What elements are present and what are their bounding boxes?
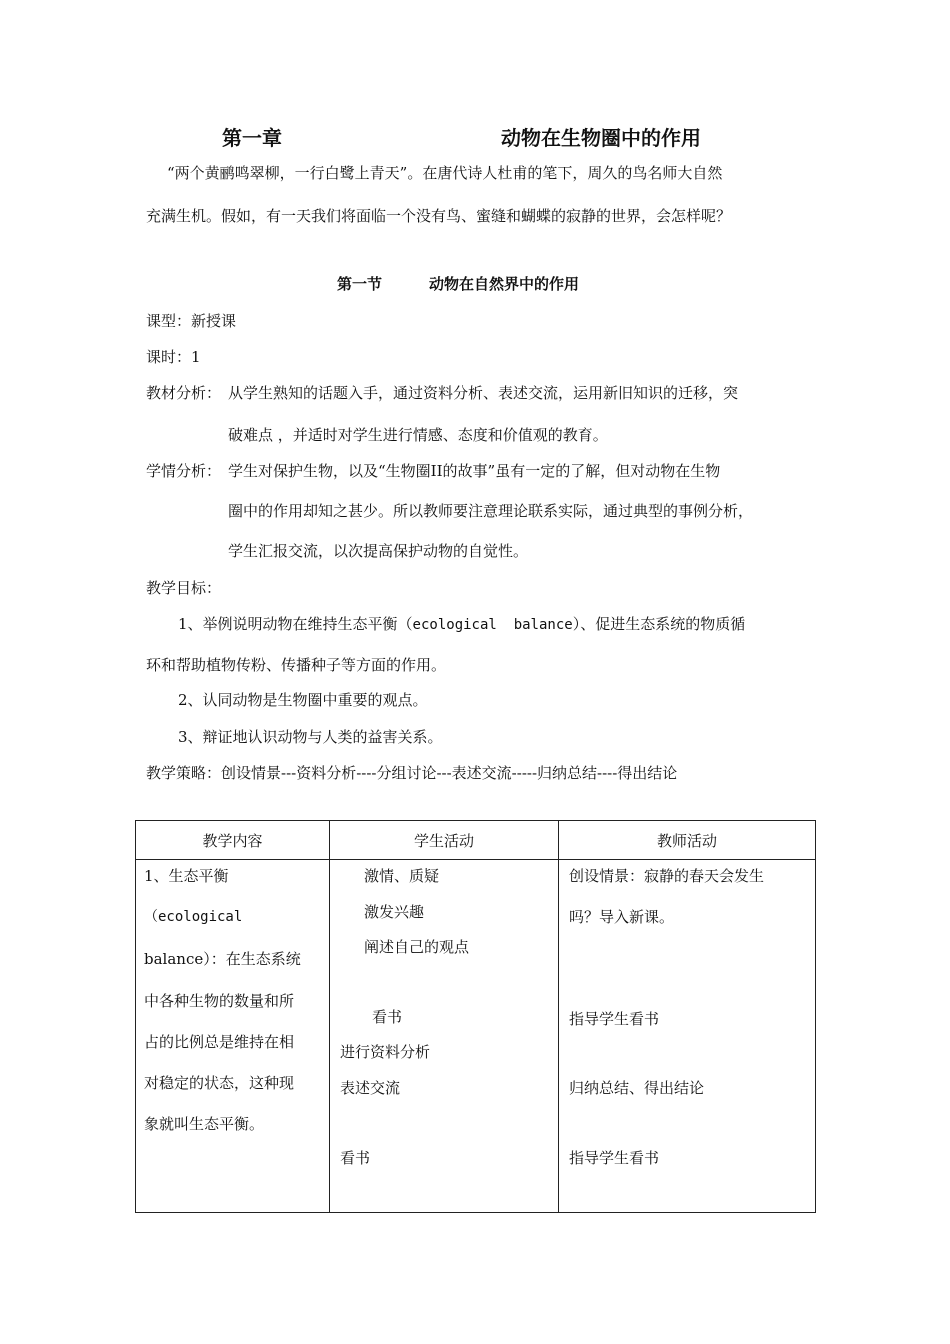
learner-label: 学情分析： — [146, 462, 222, 480]
header-content: 教学内容 — [136, 821, 330, 860]
intro-line-2: 充满生机。假如，有一天我们将面临一个没有鸟、蜜缝和蝴蝶的寂静的世界，会怎样呢？ — [146, 207, 732, 225]
learner-line-2: 圈中的作用却知之甚少。所以教师要注意理论联系实际，通过典型的事例分析， — [228, 502, 754, 520]
content-line-7: 象就叫生态平衡。 — [144, 1115, 265, 1133]
teacher-activity-4: 归纳总结、得出结论 — [569, 1079, 705, 1097]
section-number: 第一节 — [337, 275, 383, 293]
student-activity-3: 阐述自己的观点 — [364, 938, 470, 956]
goals-heading: 教学目标： — [146, 579, 222, 597]
content-line-2: （ecological — [144, 909, 243, 925]
learner-line-1: 学生对保护生物，以及“生物圈II的故事”虽有一定的了解，但对动物在生物 — [228, 462, 721, 480]
student-activity-4: 看书 — [372, 1008, 403, 1026]
goal-1-term: ecological balance — [412, 617, 573, 633]
goal-1-prefix: 1、举例说明动物在维持生态平衡（ — [178, 615, 413, 633]
student-activity-7: 看书 — [340, 1149, 371, 1167]
class-hours: 课时：1 — [146, 348, 201, 366]
material-label: 教材分析： — [146, 384, 222, 402]
content-line-1: 1、生态平衡 — [144, 867, 229, 885]
goal-1-suffix: ）、促进生态系统的物质循 — [572, 615, 746, 633]
course-type: 课型：新授课 — [146, 312, 237, 330]
section-title: 动物在自然界中的作用 — [429, 275, 580, 293]
student-activity-5: 进行资料分析 — [340, 1043, 431, 1061]
learner-line-3: 学生汇报交流，以次提高保护动物的自觉性。 — [228, 542, 529, 560]
student-cell — [330, 860, 559, 1213]
content-line-6: 对稳定的状态，这种现 — [144, 1074, 295, 1092]
teacher-cell — [559, 860, 816, 1213]
goal-2: 2、认同动物是生物圈中重要的观点。 — [178, 691, 428, 709]
content-line-5: 占的比例总是维持在相 — [144, 1033, 295, 1051]
header-student: 学生活动 — [330, 821, 559, 860]
teacher-activity-3: 指导学生看书 — [569, 1010, 660, 1028]
header-teacher: 教师活动 — [559, 821, 816, 860]
goal-1-line-1 — [178, 613, 745, 634]
material-line-2: 破难点 ，并适时对学生进行情感、态度和价值观的教育。 — [228, 426, 608, 444]
chapter-title: 动物在生物圈中的作用 — [501, 126, 701, 150]
content-cell — [136, 860, 330, 1213]
teacher-activity-5: 指导学生看书 — [569, 1149, 660, 1167]
teacher-activity-2: 吗？导入新课。 — [569, 908, 675, 926]
student-activity-1: 激情、质疑 — [364, 867, 440, 885]
table-row — [136, 860, 816, 1213]
content-line-4: 中各种生物的数量和所 — [144, 992, 295, 1010]
teaching-strategy: 教学策略：创设情景---资料分析----分组讨论---表述交流-----归纳总结----得出结论 — [146, 764, 678, 782]
lesson-table — [135, 820, 816, 1213]
goal-1-line-2: 环和帮助植物传粉、传播种子等方面的作用。 — [146, 656, 447, 674]
intro-line-1: “两个黄鹂鸣翠柳，一行白鹭上青天”。在唐代诗人杜甫的笔下，周久的鸟名师大自然 — [167, 164, 723, 182]
student-activity-2: 激发兴趣 — [364, 903, 425, 921]
material-line-1: 从学生熟知的话题入手，通过资料分析、表述交流，运用新旧知识的迁移，突 — [228, 384, 739, 402]
content-line-3: balance）：在生态系统 — [144, 950, 301, 968]
student-activity-6: 表述交流 — [340, 1079, 401, 1097]
goal-3: 3、辩证地认识动物与人类的益害关系。 — [178, 728, 443, 746]
chapter-number: 第一章 — [222, 126, 282, 150]
table-header-row — [136, 821, 816, 860]
teacher-activity-1: 创设情景：寂静的春天会发生 — [569, 867, 765, 885]
